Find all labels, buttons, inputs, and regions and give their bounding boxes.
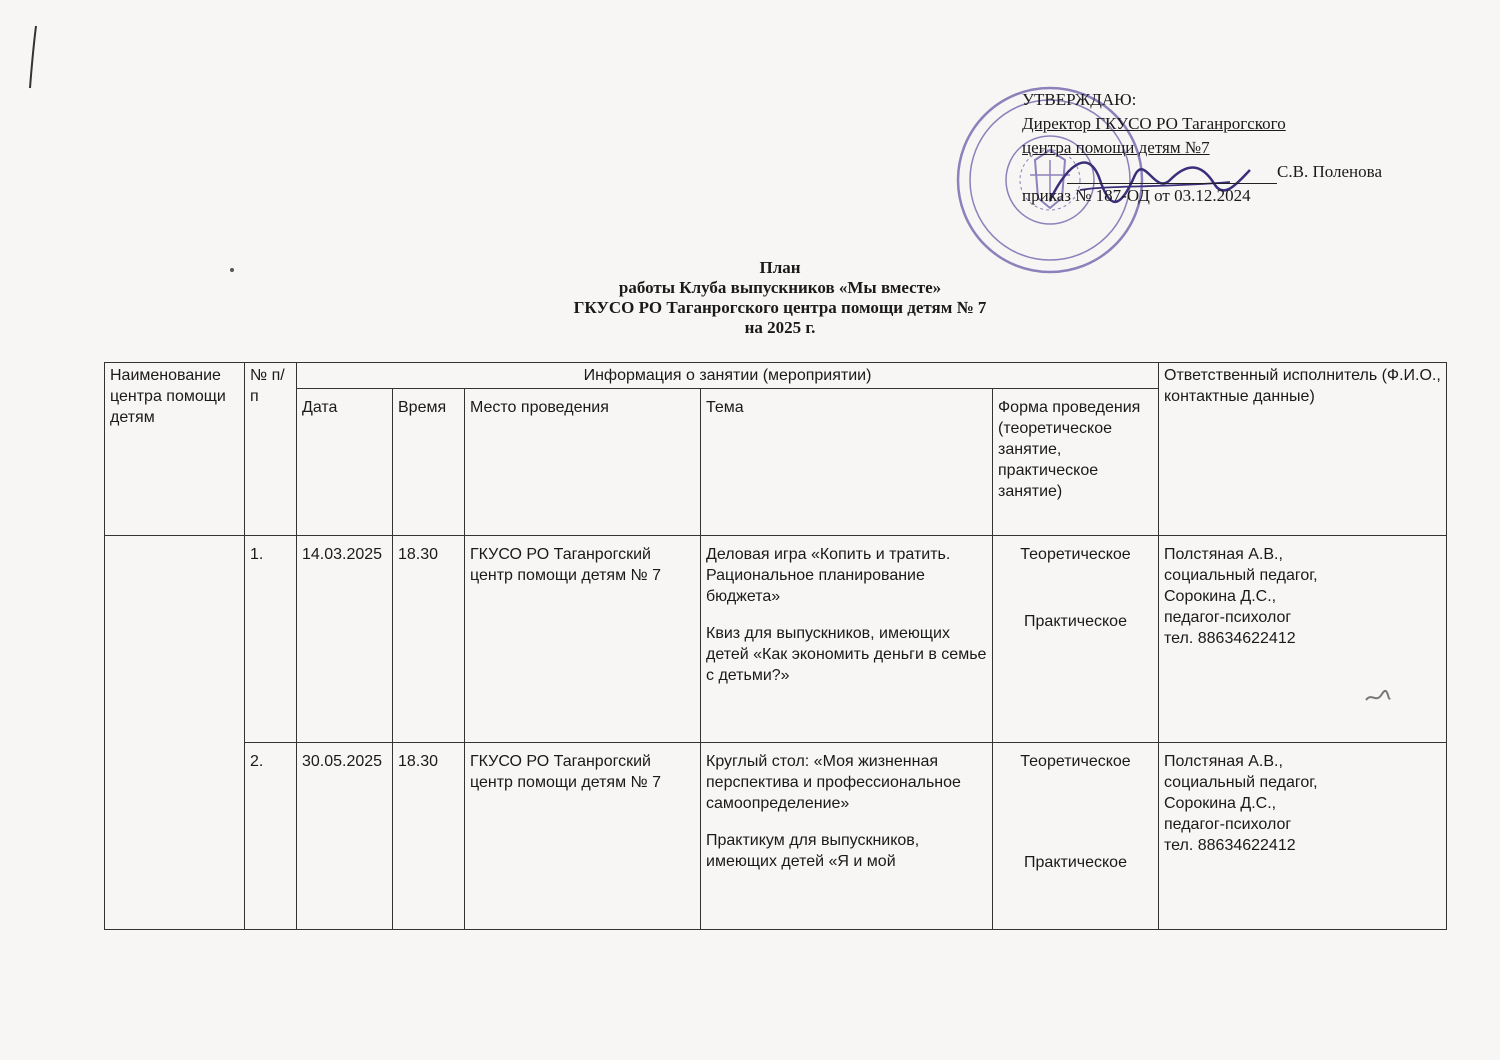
row-form: [993, 743, 1159, 930]
center-line: центра помощи детям №7: [1022, 138, 1210, 157]
order-line: приказ № 187-ОД от 03.12.2024: [1022, 186, 1251, 205]
scan-speck: [228, 266, 236, 274]
row-place: ГКУСО РО Таганрогский центр помощи детям № 7: [465, 743, 701, 930]
director-line: Директор ГКУСО РО Таганрогского: [1022, 114, 1286, 133]
responsible-line-5: тел. 88634622412: [1164, 630, 1296, 647]
document-title: [480, 258, 1080, 338]
signer-name: С.В. Поленова: [1277, 162, 1382, 181]
topic-part-1: Деловая игра «Копить и тратить. Рациональное планирование бюджета»: [706, 546, 951, 605]
header-time: Время: [393, 389, 465, 536]
responsible-line-1: Полстяная А.В.,: [1164, 753, 1283, 770]
row-number: 2.: [245, 743, 297, 930]
responsible-line-2: социальный педагог,: [1164, 567, 1318, 584]
form-part-1: Теоретическое: [1020, 546, 1131, 563]
header-form: Форма проведения (теоретическое занятие, практическое занятие): [993, 389, 1159, 536]
header-date: Дата: [297, 389, 393, 536]
header-responsible: Ответственный исполнитель (Ф.И.О., контактные данные): [1159, 363, 1447, 536]
row-place: ГКУСО РО Таганрогский центр помощи детям № 7: [465, 536, 701, 743]
signature-underline: [1067, 165, 1277, 184]
form-part-2: Практическое: [1024, 613, 1127, 630]
header-row-1: [105, 363, 1447, 389]
header-info-group: Информация о занятии (мероприятии): [297, 363, 1159, 389]
row-topic: [701, 743, 993, 930]
responsible-line-5: тел. 88634622412: [1164, 837, 1296, 854]
approval-block: [1022, 88, 1382, 208]
responsible-line-3: Сорокина Д.С.,: [1164, 795, 1277, 812]
row-responsible: [1159, 536, 1447, 743]
scan-speck: [1362, 686, 1392, 710]
topic-part-1: Круглый стол: «Моя жизненная перспектива и профессиональное самоопределение»: [706, 753, 961, 812]
title-line-1: План: [759, 258, 801, 277]
signer-line: [1022, 160, 1382, 184]
row-form: [993, 536, 1159, 743]
header-place: Место проведения: [465, 389, 701, 536]
header-topic: Тема: [701, 389, 993, 536]
row-number: 1.: [245, 536, 297, 743]
responsible-line-1: Полстяная А.В.,: [1164, 546, 1283, 563]
responsible-line-3: Сорокина Д.С.,: [1164, 588, 1277, 605]
row-responsible: [1159, 743, 1447, 930]
form-part-2: Практическое: [1024, 854, 1127, 871]
title-line-3: ГКУСО РО Таганрогского центра помощи детям № 7: [573, 298, 987, 317]
title-line-4: на 2025 г.: [744, 318, 816, 337]
row-time: 18.30: [393, 536, 465, 743]
header-number: № п/п: [245, 363, 297, 536]
responsible-line-4: педагог-психолог: [1164, 609, 1292, 626]
responsible-line-4: педагог-психолог: [1164, 816, 1292, 833]
topic-part-2: Квиз для выпускников, имеющих детей «Как экономить деньги в семье с детьми?»: [706, 625, 987, 684]
row-date: 14.03.2025: [297, 536, 393, 743]
table-row: [105, 743, 1447, 930]
title-line-2: работы Клуба выпускников «Мы вместе»: [618, 278, 942, 297]
margin-pen-mark: [24, 22, 44, 92]
table-row: [105, 536, 1447, 743]
topic-part-2: Практикум для выпускников, имеющих детей «Я и мой: [706, 832, 920, 870]
row-date: 30.05.2025: [297, 743, 393, 930]
center-name-cell: [105, 536, 245, 930]
responsible-line-2: социальный педагог,: [1164, 774, 1318, 791]
row-time: 18.30: [393, 743, 465, 930]
plan-table: [104, 362, 1447, 930]
form-part-1: Теоретическое: [1020, 753, 1131, 770]
header-center-name: Наименование центра помощи детям: [105, 363, 245, 536]
approve-label: УТВЕРЖДАЮ:: [1022, 90, 1137, 109]
row-topic: [701, 536, 993, 743]
